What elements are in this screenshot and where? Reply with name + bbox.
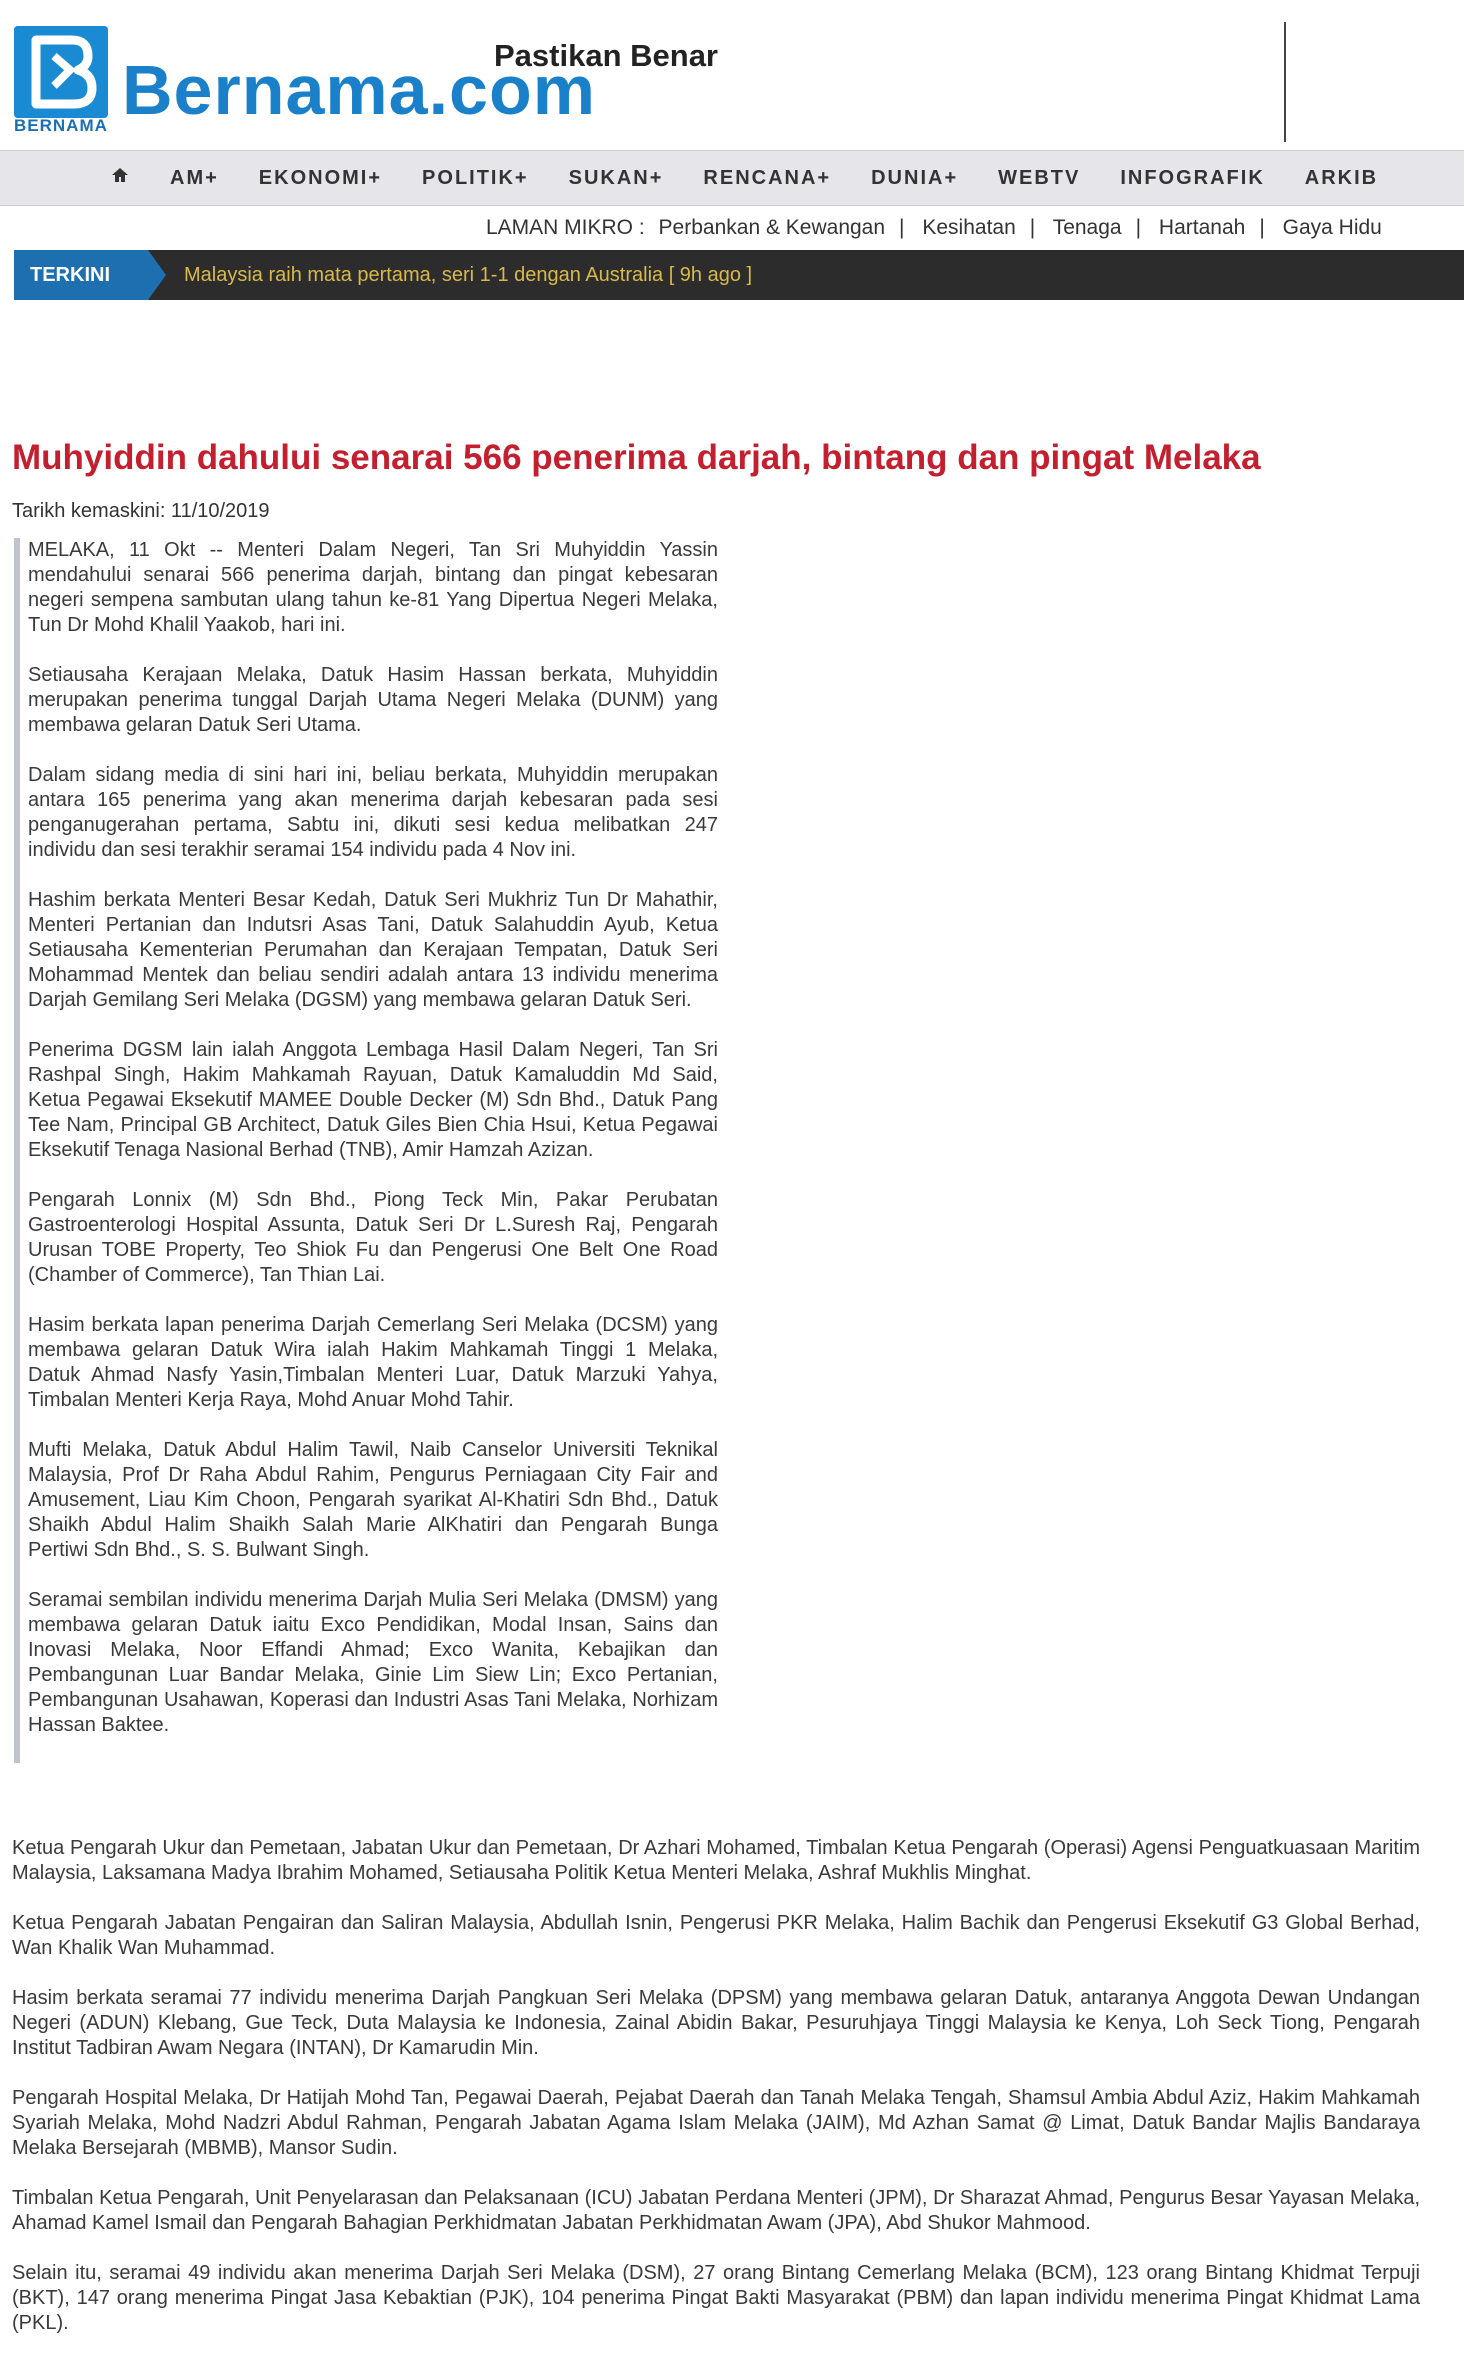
nav-home[interactable] bbox=[110, 165, 130, 191]
nav-item-ekonomi[interactable]: EKONOMI+ bbox=[258, 166, 383, 189]
article-paragraph: Hasim berkata lapan penerima Darjah Cemerlang Seri Melaka (DCSM) yang membawa gelaran Datuk Wira ialah Hakim Mahkamah Tinggi 1 Melaka, Datuk Ahmad Nasfy Yasin,Timbalan Menteri Luar, Datuk Marzuki Yahya, Timbalan Menteri Kerja Raya, Mohd Anuar Mohd Tahir. bbox=[28, 1314, 718, 1411]
bernama-logo-icon[interactable] bbox=[14, 26, 108, 118]
separator: | bbox=[1135, 216, 1142, 239]
separator: | bbox=[1029, 216, 1036, 239]
main-nav bbox=[0, 150, 1464, 206]
article-paragraph: MELAKA, 11 Okt -- Menteri Dalam Negeri, Tan Sri Muhyiddin Yassin mendahului senarai 566 penerima darjah, bintang dan pingat kebesaran negeri sempena sambutan ulang tahun ke-81 Yang Dipertua Negeri Melaka, Tun Dr Mohd Khalil Yaakob, hari ini. bbox=[28, 539, 718, 636]
nav-item-arkib[interactable]: ARKIB bbox=[1304, 166, 1379, 189]
micro-link-perbankan[interactable]: Perbankan & Kewangan bbox=[658, 216, 886, 239]
micro-link-kesihatan[interactable]: Kesihatan bbox=[922, 216, 1016, 239]
article-paragraph: Seramai sembilan individu menerima Darjah Mulia Seri Melaka (DMSM) yang membawa gelaran Datuk iaitu Exco Pendidikan, Modal Insan, Sains dan Inovasi Melaka, Noor Effandi Ahmad; Exco Wanita, Kebajikan dan Pembangunan Luar Bandar Melaka, Ginie Lim Siew Lin; Exco Pertanian, Pembangunan Usahawan, Koperasi dan Industri Asas Tani Melaka, Norhizam Hassan Baktee. bbox=[28, 1589, 718, 1736]
article-title: Muhyiddin dahului senarai 566 penerima darjah, bintang dan pingat Melaka bbox=[12, 438, 1261, 477]
home-icon[interactable] bbox=[110, 165, 130, 185]
micro-link-gaya-hidup[interactable]: Gaya Hidu bbox=[1282, 216, 1382, 239]
nav-item-infografik[interactable]: INFOGRAFIK bbox=[1120, 166, 1265, 189]
micro-site-links bbox=[486, 216, 1390, 242]
site-logo-text[interactable]: Bernama.com bbox=[122, 51, 596, 129]
micro-label: LAMAN MIKRO : bbox=[486, 216, 645, 239]
header-divider bbox=[1284, 22, 1286, 142]
ticker-headline-link[interactable]: Malaysia raih mata pertama, seri 1-1 dengan Australia [ 9h ago ] bbox=[184, 264, 753, 286]
site-tagline: Pastikan Benar bbox=[494, 38, 718, 73]
ticker-label: TERKINI bbox=[14, 250, 148, 300]
separator: | bbox=[899, 216, 905, 239]
site-header bbox=[0, 0, 1464, 148]
article-paragraph: Hasim berkata seramai 77 individu menerima Darjah Pangkuan Seri Melaka (DPSM) yang membawa gelaran Datuk, antaranya Anggota Dewan Undangan Negeri (ADUN) Klebang, Gue Teck, Duta Malaysia ke Indonesia, Zainal Abidin Bakar, Pesuruhjaya Tinggi Malaysia ke Kenya, Loh Seck Tiong, Pengarah Institut Tadbiran Awam Negara (INTAN), Dr Kamarudin Min. bbox=[12, 1987, 1420, 2059]
nav-item-sukan[interactable]: SUKAN+ bbox=[568, 166, 664, 189]
article-date: Tarikh kemaskini: 11/10/2019 bbox=[12, 500, 270, 522]
article-paragraph: Mufti Melaka, Datuk Abdul Halim Tawil, Naib Canselor Universiti Teknikal Malaysia, Prof Dr Raha Abdul Rahim, Pengurus Perniagaan City Fair and Amusement, Liau Kim Choon, Pengarah syarikat Al-Khatiri Sdn Bhd., Datuk Shaikh Abdul Halim Shaikh Salah Marie AlKhatiri dan Pengarah Bunga Pertiwi Sdn Bhd., S. S. Bulwant Singh. bbox=[28, 1439, 718, 1561]
ticker-arrow-icon bbox=[148, 250, 166, 300]
article-paragraph: Setiausaha Kerajaan Melaka, Datuk Hasim Hassan berkata, Muhyiddin merupakan penerima tunggal Darjah Utama Negeri Melaka (DUNM) yang membawa gelaran Datuk Seri Utama. bbox=[28, 664, 718, 736]
article-paragraph: Selain itu, seramai 49 individu akan menerima Darjah Seri Melaka (DSM), 27 orang Bintang Cemerlang Melaka (BCM), 123 orang Bintang Khidmat Terpuji (BKT), 147 orang menerima Pingat Jasa Kebaktian (PJK), 104 penerima Pingat Bakti Masyarakat (PBM) dan lapan individu menerima Pingat Khidmat Lama (PKL). bbox=[12, 2262, 1420, 2334]
nav-item-webtv[interactable]: WEBTV bbox=[998, 166, 1081, 189]
article-paragraph: Ketua Pengarah Ukur dan Pemetaan, Jabatan Ukur dan Pemetaan, Dr Azhari Mohamed, Timbalan Ketua Pengarah (Operasi) Agensi Penguatkuasaan Maritim Malaysia, Laksamana Madya Ibrahim Mohamed, Setiausaha Politik Ketua Menteri Melaka, Ashraf Mukhlis Minghat. bbox=[12, 1837, 1420, 1884]
news-ticker bbox=[14, 250, 1464, 300]
article-paragraph: Hashim berkata Menteri Besar Kedah, Datuk Seri Mukhriz Tun Dr Mahathir, Menteri Pertanian dan Indutsri Asas Tani, Datuk Salahuddin Ayub, Ketua Setiausaha Kementerian Perumahan dan Kerajaan Tempatan, Datuk Seri Mohammad Mentek dan beliau sendiri adalah antara 13 individu menerima Darjah Gemilang Seri Melaka (DGSM) yang membawa gelaran Datuk Seri. bbox=[28, 889, 718, 1011]
article-paragraph: Dalam sidang media di sini hari ini, beliau berkata, Muhyiddin merupakan antara 165 penerima yang akan menerima darjah kebesaran pada sesi penganugerahan pertama, Sabtu ini, dikuti sesi kedua melibatkan 247 individu dan sesi terakhir seramai 154 individu pada 4 Nov ini. bbox=[28, 764, 718, 861]
article-body-full bbox=[12, 1836, 1420, 2361]
nav-item-politik[interactable]: POLITIK+ bbox=[422, 166, 529, 189]
article-paragraph: Penerima DGSM lain ialah Anggota Lembaga Hasil Dalam Negeri, Tan Sri Rashpal Singh, Hakim Mahkamah Rayuan, Datuk Kamaluddin Md Said, Ketua Pegawai Eksekutif MAMEE Double Decker (M) Sdn Bhd., Datuk Pang Tee Nam, Principal GB Architect, Datuk Giles Bien Chia Hsui, Ketua Pegawai Eksekutif Tenaga Nasional Berhad (TNB), Amir Hamzah Azizan. bbox=[28, 1039, 718, 1161]
article-body-column bbox=[14, 538, 718, 1763]
nav-item-am[interactable]: AM+ bbox=[170, 166, 219, 189]
article-paragraph: Pengarah Lonnix (M) Sdn Bhd., Piong Teck Min, Pakar Perubatan Gastroenterologi Hospital Assunta, Datuk Seri Dr L.Suresh Raj, Pengarah Urusan TOBE Property, Teo Shiok Fu dan Pengerusi One Belt One Road (Chamber of Commerce), Tan Thian Lai. bbox=[28, 1189, 718, 1286]
article-paragraph: Timbalan Ketua Pengarah, Unit Penyelarasan dan Pelaksanaan (ICU) Jabatan Perdana Menteri (JPM), Dr Sharazat Ahmad, Pengurus Besar Yayasan Melaka, Ahamad Kamel Ismail dan Pengarah Bahagian Perkhidmatan Jabatan Perkhidmatan Awam (JPA), Abd Shukor Mahmood. bbox=[12, 2187, 1420, 2234]
article-paragraph: Ketua Pengarah Jabatan Pengairan dan Saliran Malaysia, Abdullah Isnin, Pengerusi PKR Melaka, Halim Bachik dan Pengerusi Eksekutif G3 Global Berhad, Wan Khalik Wan Muhammad. bbox=[12, 1912, 1420, 1959]
article-paragraph: Pengarah Hospital Melaka, Dr Hatijah Mohd Tan, Pegawai Daerah, Pejabat Daerah dan Tanah Melaka Tengah, Shamsul Ambia Abdul Aziz, Hakim Mahkamah Syariah Melaka, Mohd Nadzri Abdul Rahman, Pengarah Jabatan Agama Islam Melaka (JAIM), Md Azhan Samat @ Limat, Datuk Bandar Majlis Bandaraya Melaka Bersejarah (MBMB), Mansor Sudin. bbox=[12, 2087, 1420, 2159]
micro-link-tenaga[interactable]: Tenaga bbox=[1052, 216, 1122, 239]
nav-item-dunia[interactable]: DUNIA+ bbox=[871, 166, 959, 189]
nav-item-rencana[interactable]: RENCANA+ bbox=[703, 166, 832, 189]
separator: | bbox=[1259, 216, 1265, 239]
logo-subtitle: BERNAMA bbox=[14, 116, 108, 135]
micro-link-hartanah[interactable]: Hartanah bbox=[1158, 216, 1246, 239]
